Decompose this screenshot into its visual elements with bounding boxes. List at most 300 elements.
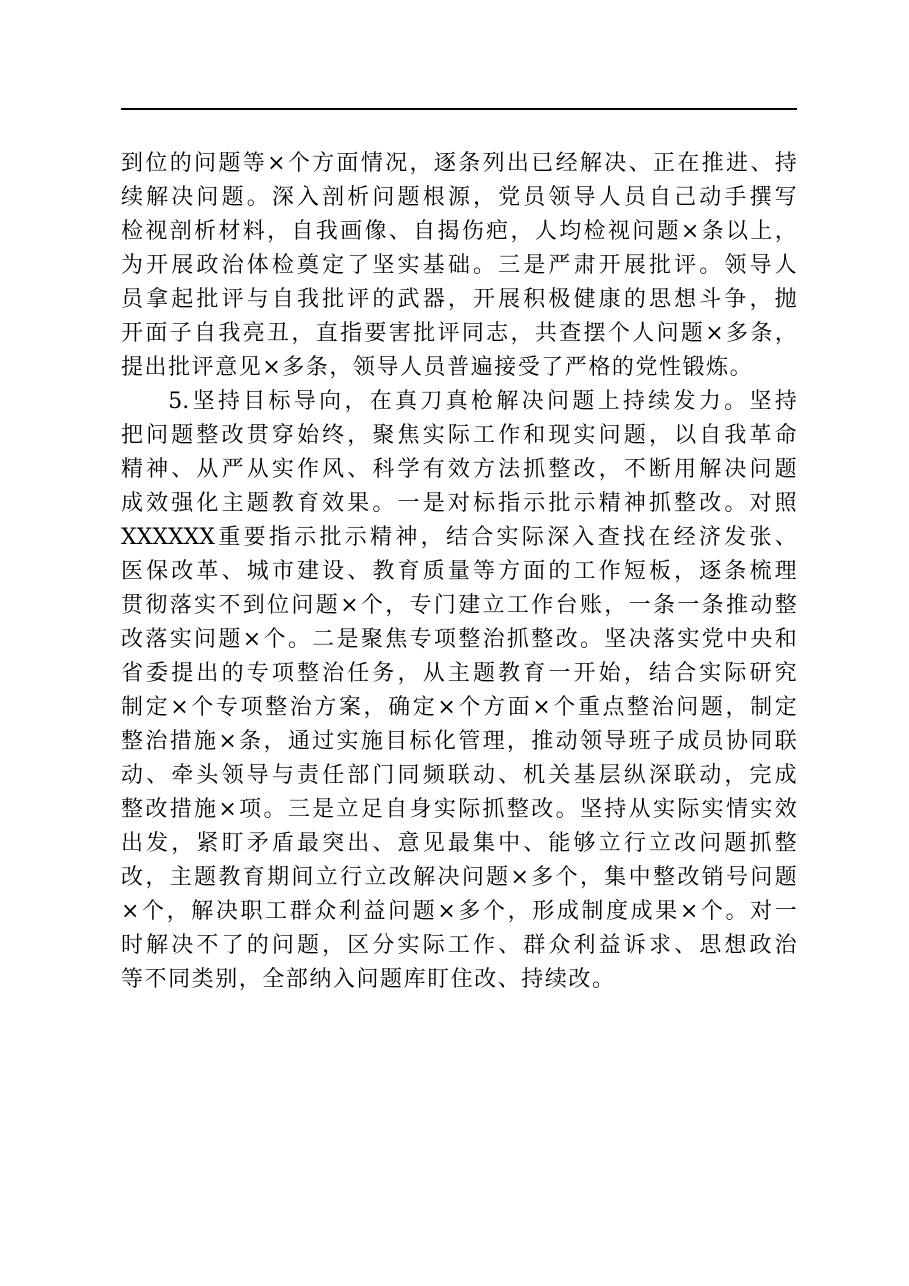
- text-glyph: 把: [121, 423, 144, 448]
- text-glyph: ，: [267, 219, 290, 244]
- text-glyph: 矛: [246, 831, 269, 856]
- text-glyph: 从: [422, 661, 445, 686]
- text-glyph: 健: [573, 287, 596, 312]
- text-glyph: 器: [422, 287, 445, 312]
- text-glyph: 职: [240, 899, 263, 924]
- text-glyph: 直: [315, 321, 338, 346]
- text-glyph: 题: [218, 151, 241, 176]
- text-glyph: 奠: [296, 253, 319, 278]
- text-glyph: 自: [413, 219, 436, 244]
- text-glyph: 项: [433, 627, 456, 652]
- text-glyph: 能: [548, 831, 571, 856]
- text-glyph: 改: [568, 967, 591, 992]
- text-glyph: 育: [523, 661, 546, 686]
- text-glyph: 了: [221, 933, 244, 958]
- text-glyph: 项: [239, 797, 262, 822]
- text-glyph: 改: [573, 457, 596, 482]
- text-glyph: 面: [507, 695, 530, 720]
- text-glyph: 伤: [461, 219, 484, 244]
- text-glyph: 问: [194, 627, 217, 652]
- text-glyph: 方: [314, 695, 337, 720]
- text-glyph: 际: [447, 423, 470, 448]
- text-glyph: 决: [215, 899, 238, 924]
- text-glyph: ，: [171, 831, 194, 856]
- text-glyph: 一: [774, 899, 797, 924]
- text-glyph: 推: [726, 593, 749, 618]
- text-glyph: 持: [217, 389, 240, 414]
- text-glyph: 度: [606, 899, 629, 924]
- text-glyph: 育: [397, 559, 420, 584]
- text-glyph: 的: [246, 933, 269, 958]
- text-glyph: 受: [517, 355, 540, 380]
- text-glyph: 身: [409, 797, 432, 822]
- text-glyph: 断: [648, 457, 671, 482]
- text-glyph: 最: [447, 831, 470, 856]
- text-glyph: 共: [534, 321, 557, 346]
- text-glyph: 子: [652, 729, 675, 754]
- text-glyph: 一: [677, 593, 700, 618]
- text-glyph: 进: [726, 151, 749, 176]
- text-glyph: 检: [271, 253, 294, 278]
- text-glyph: 立: [336, 797, 359, 822]
- text-glyph: 材: [218, 219, 241, 244]
- text-glyph: 法: [498, 457, 521, 482]
- text-glyph: 落: [652, 627, 675, 652]
- text-glyph: ×: [218, 797, 237, 822]
- text-glyph: 层: [598, 763, 621, 788]
- text-glyph: 销: [701, 865, 724, 890]
- text-glyph: 案: [338, 695, 361, 720]
- text-line: [121, 725, 797, 759]
- text-glyph: 终: [322, 423, 345, 448]
- text-glyph: 题: [412, 899, 435, 924]
- text-glyph: 突: [322, 831, 345, 856]
- text-glyph: 到: [242, 593, 265, 618]
- text-glyph: 我: [296, 287, 319, 312]
- text-glyph: 、: [523, 831, 546, 856]
- text-glyph: 问: [388, 899, 411, 924]
- text-glyph: 诉: [623, 933, 646, 958]
- text-glyph: 入: [332, 967, 355, 992]
- text-glyph: 为: [121, 253, 144, 278]
- text-glyph: 像: [364, 219, 387, 244]
- text-glyph: 成: [630, 899, 653, 924]
- text-glyph: 。: [287, 627, 310, 652]
- text-line: [121, 283, 797, 317]
- text-glyph: 题: [486, 865, 509, 890]
- text-glyph: ×: [532, 695, 551, 720]
- text-glyph: 抛: [774, 287, 797, 312]
- text-glyph: 管: [458, 729, 481, 754]
- text-glyph: 见: [422, 831, 445, 856]
- text-glyph: 想: [724, 933, 747, 958]
- text-glyph: 开: [472, 287, 495, 312]
- text-glyph: 一: [548, 661, 571, 686]
- text-glyph: 动: [121, 763, 144, 788]
- text-glyph: 领: [221, 763, 244, 788]
- text-glyph: 际: [422, 933, 445, 958]
- header-rule: [121, 108, 797, 110]
- text-glyph: ×: [267, 151, 286, 176]
- text-glyph: 面: [523, 559, 546, 584]
- text-glyph: 问: [146, 423, 169, 448]
- text-glyph: 量: [447, 559, 470, 584]
- text-glyph: 建: [296, 559, 319, 584]
- text-glyph: 格: [588, 355, 611, 380]
- text-glyph: 门: [433, 593, 456, 618]
- text-glyph: 、: [674, 933, 697, 958]
- text-glyph: 发: [673, 389, 696, 414]
- text-line: [121, 861, 797, 895]
- text-glyph: 教: [218, 865, 241, 890]
- text-line: [121, 623, 797, 657]
- text-glyph: 个: [263, 627, 286, 652]
- text-glyph: 解: [191, 899, 214, 924]
- text-glyph: 料: [242, 219, 265, 244]
- text-glyph: 枪: [471, 389, 494, 414]
- text-glyph: 以: [726, 219, 749, 244]
- text-glyph: 我: [218, 321, 241, 346]
- text-glyph: 专: [215, 695, 238, 720]
- text-glyph: 、: [774, 525, 797, 550]
- text-glyph: 个: [607, 321, 630, 346]
- text-glyph: 方: [498, 559, 521, 584]
- text-glyph: 条: [458, 151, 481, 176]
- text-glyph: 门: [372, 763, 395, 788]
- text-line: [121, 759, 797, 793]
- text-glyph: 真: [445, 389, 468, 414]
- text-glyph: 遍: [470, 355, 493, 380]
- text-glyph: 剖: [322, 185, 345, 210]
- text-glyph: 梳: [749, 559, 772, 584]
- text-glyph: 人: [774, 253, 797, 278]
- text-glyph: 严: [548, 253, 571, 278]
- text-glyph: 定: [412, 695, 435, 720]
- text-glyph: ，: [322, 933, 345, 958]
- text-glyph: 责: [296, 763, 319, 788]
- text-glyph: 、: [388, 219, 411, 244]
- text-glyph: 和: [774, 627, 797, 652]
- text-glyph: 经: [555, 151, 578, 176]
- text-glyph: 标: [409, 729, 432, 754]
- text-glyph: 分: [372, 933, 395, 958]
- text-glyph: 行: [340, 865, 363, 890]
- text-glyph: 用: [674, 457, 697, 482]
- text-glyph: 题: [218, 627, 241, 652]
- text-glyph: 。: [699, 253, 722, 278]
- text-glyph: 题: [472, 661, 495, 686]
- text-glyph: 题: [296, 933, 319, 958]
- text-glyph: 是: [422, 491, 445, 516]
- text-glyph: 联: [674, 763, 697, 788]
- text-glyph: 群: [523, 933, 546, 958]
- text-glyph: 查: [597, 525, 620, 550]
- text-glyph: 导: [749, 253, 772, 278]
- text-glyph: 个: [360, 593, 383, 618]
- text-glyph: 领: [548, 185, 571, 210]
- text-glyph: 制: [750, 695, 773, 720]
- text-glyph: ×: [218, 729, 237, 754]
- text-glyph: 问: [291, 593, 314, 618]
- text-glyph: 真: [395, 389, 418, 414]
- text-glyph: 台: [555, 593, 578, 618]
- text-glyph: 账: [579, 593, 602, 618]
- text-glyph: 问: [196, 185, 219, 210]
- text-glyph: 整: [548, 457, 571, 482]
- text-glyph: XXXXXX: [121, 525, 215, 550]
- text-glyph: ×: [170, 695, 189, 720]
- text-glyph: 措: [169, 729, 192, 754]
- text-glyph: 合: [674, 661, 697, 686]
- text-line: [121, 657, 797, 691]
- text-glyph: 革: [749, 423, 772, 448]
- text-glyph: 坚: [372, 253, 395, 278]
- text-glyph: 撰: [749, 185, 772, 210]
- text-glyph: 、: [347, 559, 370, 584]
- text-glyph: 害: [388, 321, 411, 346]
- text-glyph: 作: [296, 457, 319, 482]
- text-glyph: 整: [458, 627, 481, 652]
- text-glyph: 项: [240, 695, 263, 720]
- text-glyph: 中: [628, 865, 651, 890]
- text-glyph: 人: [399, 355, 422, 380]
- text-line: [121, 453, 797, 487]
- text-glyph: 制: [121, 695, 144, 720]
- text-glyph: 发: [724, 525, 747, 550]
- text-glyph: 决: [724, 457, 747, 482]
- text-glyph: 党: [635, 355, 658, 380]
- text-glyph: 解: [413, 865, 436, 890]
- text-glyph: 利: [338, 899, 361, 924]
- text-glyph: ×: [437, 695, 456, 720]
- text-glyph: 央: [750, 627, 773, 652]
- text-glyph: 三: [498, 253, 521, 278]
- text-glyph: 神: [395, 525, 418, 550]
- text-glyph: 题: [700, 695, 723, 720]
- text-glyph: 盾: [271, 831, 294, 856]
- text-line: [121, 691, 797, 725]
- text-glyph: 亮: [242, 321, 265, 346]
- text-glyph: 际: [724, 661, 747, 686]
- text-glyph: 通: [287, 729, 310, 754]
- text-glyph: 实: [677, 627, 700, 652]
- text-glyph: 班: [628, 729, 651, 754]
- text-glyph: 情: [360, 151, 383, 176]
- text-glyph: ，: [447, 287, 470, 312]
- text-glyph: ×: [705, 321, 724, 346]
- text-line: [121, 181, 797, 215]
- text-glyph: ，: [604, 593, 627, 618]
- text-glyph: 批: [319, 525, 342, 550]
- text-glyph: 题: [221, 185, 244, 210]
- text-glyph: 工: [472, 423, 495, 448]
- text-glyph: 。: [472, 253, 495, 278]
- text-glyph: 一: [628, 593, 651, 618]
- text-glyph: 抓: [749, 831, 772, 856]
- text-glyph: 个: [142, 899, 165, 924]
- text-glyph: 、: [171, 457, 194, 482]
- text-glyph: 质: [422, 559, 445, 584]
- text-glyph: 坚: [192, 389, 215, 414]
- text-glyph: 锻: [682, 355, 705, 380]
- text-glyph: 已: [531, 151, 554, 176]
- text-glyph: 风: [322, 457, 345, 482]
- text-glyph: 彻: [145, 593, 168, 618]
- text-glyph: 号: [726, 865, 749, 890]
- text-glyph: 疤: [486, 219, 509, 244]
- text-glyph: ，: [623, 661, 646, 686]
- text-glyph: 评: [191, 355, 214, 380]
- text-glyph: 题: [572, 389, 595, 414]
- text-glyph: 项: [271, 661, 294, 686]
- text-glyph: 持: [774, 389, 797, 414]
- text-glyph: 贯: [246, 423, 269, 448]
- text-glyph: 个: [553, 695, 576, 720]
- text-glyph: 政: [749, 933, 772, 958]
- text-glyph: 实: [422, 423, 445, 448]
- text-glyph: 专: [246, 661, 269, 686]
- text-glyph: 个: [700, 899, 723, 924]
- text-glyph: 我: [724, 423, 747, 448]
- text-glyph: 问: [656, 321, 679, 346]
- text-glyph: 领: [724, 253, 747, 278]
- text-glyph: 理: [774, 559, 797, 584]
- text-glyph: 改: [121, 627, 144, 652]
- text-glyph: 中: [726, 627, 749, 652]
- paragraph-indent: [121, 385, 165, 419]
- text-glyph: ，: [724, 763, 747, 788]
- text-glyph: 列: [482, 151, 505, 176]
- text-glyph: 问: [356, 967, 379, 992]
- text-glyph: ×: [262, 355, 281, 380]
- text-glyph: 示: [294, 525, 317, 550]
- text-glyph: 员: [701, 729, 724, 754]
- text-glyph: 改: [388, 865, 411, 890]
- text-glyph: 多: [726, 321, 749, 346]
- text-glyph: 普: [447, 355, 470, 380]
- text-glyph: 同: [461, 321, 484, 346]
- text-glyph: 过: [312, 729, 335, 754]
- text-glyph: 工: [506, 593, 529, 618]
- text-glyph: 评: [674, 253, 697, 278]
- text-glyph: 康: [598, 287, 621, 312]
- text-glyph: 求: [648, 933, 671, 958]
- text-glyph: ，: [145, 865, 168, 890]
- text-glyph: 穿: [271, 423, 294, 448]
- text-glyph: ，: [598, 457, 621, 482]
- text-glyph: 员: [623, 185, 646, 210]
- text-glyph: 、: [498, 933, 521, 958]
- text-glyph: 焦: [385, 627, 408, 652]
- text-glyph: 聚: [372, 423, 395, 448]
- text-glyph: 党: [701, 627, 724, 652]
- text-glyph: 示: [573, 491, 596, 516]
- text-glyph: 批: [322, 287, 345, 312]
- text-glyph: 落: [145, 627, 168, 652]
- text-glyph: 视: [607, 219, 630, 244]
- text-glyph: 武: [397, 287, 420, 312]
- text-glyph: 解: [699, 457, 722, 482]
- text-glyph: 改: [474, 967, 497, 992]
- text-glyph: 问: [749, 457, 772, 482]
- text-glyph: 建: [458, 593, 481, 618]
- text-glyph: 施: [194, 729, 217, 754]
- text-glyph: 的: [548, 559, 571, 584]
- text-glyph: 条: [701, 219, 724, 244]
- text-glyph: 员: [121, 287, 144, 312]
- text-glyph: 自: [271, 287, 294, 312]
- text-glyph: ，: [510, 219, 533, 244]
- text-glyph: ，: [506, 729, 529, 754]
- text-glyph: 立: [648, 831, 671, 856]
- text-glyph: 持: [774, 151, 797, 176]
- text-glyph: 问: [271, 933, 294, 958]
- text-glyph: 足: [360, 797, 383, 822]
- text-glyph: 上: [597, 389, 620, 414]
- text-glyph: 整: [121, 729, 144, 754]
- text-glyph: 炼: [706, 355, 729, 380]
- text-glyph: 任: [322, 763, 345, 788]
- text-glyph: 导: [573, 185, 596, 210]
- text-glyph: 盯: [221, 831, 244, 856]
- text-glyph: ，: [674, 559, 697, 584]
- text-glyph: 自: [194, 321, 217, 346]
- text-glyph: 指: [340, 321, 363, 346]
- text-glyph: 神: [146, 457, 169, 482]
- text-glyph: 作: [472, 933, 495, 958]
- text-glyph: 坚: [579, 797, 602, 822]
- text-glyph: 整: [774, 593, 797, 618]
- text-glyph: 条: [305, 355, 328, 380]
- text-glyph: 工: [447, 933, 470, 958]
- text-glyph: 刀: [420, 389, 443, 414]
- text-glyph: 实: [169, 627, 192, 652]
- text-glyph: ×: [510, 865, 529, 890]
- text-glyph: 聚: [360, 627, 383, 652]
- text-glyph: 摆: [583, 321, 606, 346]
- text-glyph: 方: [312, 151, 335, 176]
- text-glyph: 意: [397, 831, 420, 856]
- text-glyph: 提: [171, 661, 194, 686]
- text-glyph: 极: [548, 287, 571, 312]
- text-glyph: 员: [423, 355, 446, 380]
- text-glyph: 、: [497, 967, 520, 992]
- text-glyph: 领: [579, 729, 602, 754]
- text-glyph: 委: [146, 661, 169, 686]
- text-glyph: 照: [774, 491, 797, 516]
- text-glyph: 逐: [699, 559, 722, 584]
- text-glyph: 况: [385, 151, 408, 176]
- text-glyph: 位: [267, 593, 290, 618]
- text-glyph: 想: [674, 287, 697, 312]
- text-glyph: 导: [376, 355, 399, 380]
- text-glyph: 我: [315, 219, 338, 244]
- text-glyph: 整: [627, 695, 650, 720]
- text-glyph: 题: [774, 865, 797, 890]
- text-glyph: 治: [774, 933, 797, 958]
- text-glyph: 工: [265, 899, 288, 924]
- text-glyph: 教: [372, 559, 395, 584]
- text-glyph: 实: [699, 661, 722, 686]
- text-glyph: 坚: [749, 389, 772, 414]
- text-glyph: 在: [677, 151, 700, 176]
- text-glyph: 条: [652, 593, 675, 618]
- text-glyph: 、: [347, 457, 370, 482]
- text-glyph: 个: [287, 151, 310, 176]
- text-glyph: 批: [196, 287, 219, 312]
- text-glyph: 始: [296, 423, 319, 448]
- text-line: [121, 487, 797, 521]
